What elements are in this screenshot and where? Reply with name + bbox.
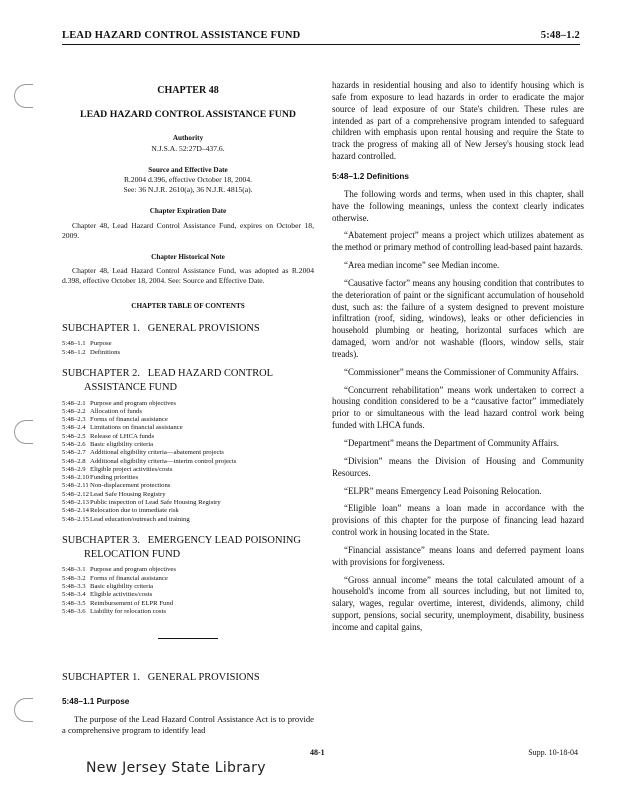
subchapter-title-cont: ASSISTANCE FUND [84, 381, 177, 393]
toc-item-name: Forms of financial assistance [90, 574, 168, 582]
toc-item[interactable] [62, 466, 314, 474]
toc-item[interactable] [62, 516, 314, 524]
toc-item-number: 5:48–2.8 [62, 457, 86, 465]
toc-item-number: 5:48–2.2 [62, 407, 86, 415]
definition-paragraph: “Commissioner” means the Commissioner of Community Affairs. [344, 366, 579, 377]
subchapter-title-cont: RELOCATION FUND [84, 548, 181, 560]
toc-item-name: Additional eligibility criteria—interim control projects [90, 457, 237, 465]
purpose-paragraph: The purpose of the Lead Hazard Control Assistance Act is to provide a comprehensive program to identify lead [62, 713, 314, 736]
section-heading-purpose: 5:48–1.1 Purpose [62, 696, 130, 706]
definition-paragraph: “Concurrent rehabilitation” means work undertaken to correct a housing condition considered to be a “causative factor” immediately prior to or simultaneous with the lead hazard control work being funded with LHCA funds. [332, 384, 584, 431]
toc-item[interactable] [62, 424, 314, 432]
historical-heading: Chapter Historical Note [151, 252, 225, 261]
source-heading: Source and Effective Date [148, 165, 228, 174]
definitions-intro: The following words and terms, when used in this chapter, shall have the following meanings, unless the context clearly indicates otherwise. [332, 188, 584, 223]
toc-item-name: Basic eligibility criteria [90, 583, 154, 591]
toc-list-subchapter-1 [62, 340, 314, 357]
subchapter-label: SUBCHAPTER 1. [62, 672, 140, 684]
source-line-1: R.2004 d.396, effective October 18, 2004. [123, 175, 253, 185]
expiration-heading: Chapter Expiration Date [149, 207, 227, 216]
source-line-2: See: 36 N.J.R. 2610(a), 36 N.J.R. 4815(a). [123, 185, 253, 195]
toc-list-subchapter-2 [62, 400, 314, 524]
toc-item-number: 5:48–2.11 [62, 482, 89, 490]
toc-item[interactable] [62, 507, 314, 515]
expiration-text: Chapter 48, Lead Hazard Control Assistance Fund, expires on October 18, 2009. [62, 220, 314, 240]
toc-item-name: Purpose [90, 340, 112, 348]
authority-text: N.J.S.A. 52:27D–437.6. [151, 143, 225, 153]
toc-item-number: 5:48–1.2 [62, 348, 86, 356]
definition-paragraph: “Eligible loan” means a loan made in accordance with the provisions of this chapter for the purpose of financing lead hazard control work in housing located in the State. [332, 503, 584, 538]
toc-title: CHAPTER TABLE OF CONTENTS [131, 302, 245, 311]
toc-item-number: 5:48–3.5 [62, 599, 86, 607]
toc-item-name: Relocation due to immediate risk [90, 507, 179, 515]
toc-item-number: 5:48–2.15 [62, 515, 89, 523]
toc-item-name: Funding priorities [90, 474, 139, 482]
toc-item[interactable] [62, 482, 314, 490]
toc-item-name: Lead education/outreach and training [90, 515, 190, 523]
toc-item[interactable] [62, 608, 314, 616]
toc-item-number: 5:48–2.13 [62, 499, 89, 507]
toc-item-name: Release of LHCA funds [90, 432, 155, 440]
toc-item-number: 5:48–3.2 [62, 574, 86, 582]
chapter-title: LEAD HAZARD CONTROL ASSISTANCE FUND [80, 109, 296, 121]
purpose-paragraph-cont: hazards in residential housing and also to identify housing which is safe from exposure to lead hazards in order to eradicate the major source of lead exposure of our State's children. These rules are intended as part of a comprehensive program intended to safeguard children with emphasis upon rental housing and require the State to track the progress of making all of New Jersey's housing stock lead hazard controlled. [332, 80, 584, 162]
toc-item-name: Definitions [90, 348, 121, 356]
toc-item[interactable] [62, 583, 314, 591]
toc-item[interactable] [62, 416, 314, 424]
left-column [62, 80, 314, 736]
toc-item-name: Non-displacement protections [90, 482, 171, 490]
toc-item-number: 5:48–2.6 [62, 441, 86, 448]
toc-item-number: 5:48–2.1 [62, 399, 86, 407]
toc-item-number: 5:48–3.1 [62, 566, 86, 574]
section-heading-definitions: 5:48–1.2 Definitions [332, 171, 409, 181]
toc-item[interactable] [62, 349, 314, 357]
supplement-date: Supp. 10-18-04 [528, 748, 578, 757]
toc-item-number: 5:48–1.1 [62, 340, 86, 348]
toc-item-number: 5:48–2.3 [62, 416, 86, 424]
body-subchapter-1-heading [62, 671, 314, 685]
toc-item[interactable] [62, 400, 314, 408]
subchapter-label: SUBCHAPTER 2. [62, 368, 140, 380]
toc-item[interactable] [62, 340, 314, 348]
toc-item-name: Forms of financial assistance [90, 416, 168, 424]
toc-item-number: 5:48–3.6 [62, 607, 86, 615]
subchapter-title: EMERGENCY LEAD POISONING [147, 534, 301, 546]
toc-item[interactable] [62, 433, 314, 441]
toc-item-number: 5:48–2.9 [62, 465, 86, 473]
toc-item-name: Liability for relocation costs [90, 607, 166, 615]
definition-paragraph: “Gross annual income” means the total calculated amount of a household's income from all sources including, but not limited to, salary, wages, regular overtime, interest, dividends, alimony, child support, pensions, social security, unemployment, disability, business income and capital gains, [332, 574, 584, 632]
toc-item[interactable] [62, 591, 314, 599]
definition-paragraph: “Division” means the Division of Housing and Community Resources. [332, 455, 584, 478]
toc-item-number: 5:48–2.5 [62, 432, 86, 440]
toc-item[interactable] [62, 600, 314, 608]
section-divider [158, 638, 218, 639]
toc-item-number: 5:48–2.4 [62, 424, 86, 432]
toc-item[interactable] [62, 499, 314, 507]
toc-item-name: Allocation of funds [90, 407, 143, 415]
toc-item-name: Purpose and program objectives [90, 399, 176, 407]
toc-item-name: Purpose and program objectives [90, 566, 176, 574]
historical-text: Chapter 48, Lead Hazard Control Assistance Fund, was adopted as R.2004 d.398, effective October 18, 2004. See: Source and Effective Date. [62, 266, 314, 286]
toc-item[interactable] [62, 575, 314, 583]
definition-paragraph: “Abatement project” means a project which utilizes abatement as the method or primary method of controlling lead-based paint hazards. [332, 230, 584, 253]
toc-item[interactable] [62, 408, 314, 416]
toc-item-name: Additional eligibility criteria—abatement projects [90, 449, 224, 457]
right-column [332, 80, 584, 634]
toc-item[interactable] [62, 458, 314, 466]
toc-item-name: Public inspection of Lead Safe Housing Registry [90, 499, 221, 507]
subchapter-label: SUBCHAPTER 3. [62, 534, 140, 546]
definition-paragraph: “Causative factor” means any housing condition that contributes to the deterioration of paint or the significant accumulation of household dust, such as: the failure of a system designed to prevent moisture infiltration (roof, siding, windows), leaks or other deficiencies in household plumbing or heating, horizontal surfaces which are damaged, worn and/or not washable (floors, window sells, stair treads). [332, 277, 584, 359]
subchapter-title: LEAD HAZARD CONTROL [147, 368, 274, 380]
authority-heading: Authority [172, 134, 204, 143]
punch-hole-mark [14, 698, 33, 722]
toc-subchapter-3-heading [62, 534, 314, 561]
punch-hole-mark [14, 84, 33, 108]
subchapter-title: GENERAL PROVISIONS [147, 672, 260, 684]
chapter-label: CHAPTER 48 [157, 85, 219, 96]
toc-item-number: 5:48–2.10 [62, 474, 89, 482]
toc-item-name: Eligible activities/costs [90, 591, 153, 599]
toc-item-name: Limitations on financial assistance [90, 424, 183, 432]
toc-item-name: Eligible project activities/costs [90, 465, 173, 473]
definition-paragraph: “Financial assistance” means loans and deferred payment loans with provisions for forgiveness. [332, 544, 584, 567]
header-title: LEAD HAZARD CONTROL ASSISTANCE FUND [62, 30, 301, 41]
toc-item-name: Reimbursement of ELPR Fund [90, 599, 174, 607]
toc-item-number: 5:48–3.4 [62, 591, 86, 599]
toc-item-name: Basic eligibility criteria [90, 441, 154, 448]
header-section-number: 5:48–1.2 [540, 30, 580, 41]
toc-list-subchapter-3 [62, 566, 314, 616]
toc-item[interactable] [62, 566, 314, 574]
toc-item[interactable] [62, 449, 314, 457]
toc-item[interactable] [62, 491, 314, 499]
definition-paragraph: “Area median income” see Median income. [344, 260, 500, 271]
toc-item-number: 5:48–2.12 [62, 490, 89, 498]
running-header [62, 30, 580, 45]
toc-subchapter-1-heading [62, 322, 314, 336]
definition-paragraph: “ELPR” means Emergency Lead Poisoning Relocation. [344, 485, 542, 496]
definition-paragraph: “Department” means the Department of Community Affairs. [344, 438, 559, 448]
toc-item[interactable] [62, 441, 314, 449]
punch-hole-mark [14, 420, 33, 444]
toc-item[interactable] [62, 474, 314, 482]
library-watermark: New Jersey State Library [86, 760, 266, 776]
page-number: 48-1 [310, 748, 325, 757]
subchapter-title: GENERAL PROVISIONS [147, 322, 260, 334]
toc-item-name: Lead Safe Housing Registry [90, 490, 166, 498]
toc-item-number: 5:48–2.14 [62, 507, 89, 515]
toc-item-number: 5:48–2.7 [62, 449, 86, 457]
subchapter-label: SUBCHAPTER 1. [62, 322, 140, 334]
toc-subchapter-2-heading [62, 367, 314, 394]
toc-item-number: 5:48–3.3 [62, 583, 86, 591]
